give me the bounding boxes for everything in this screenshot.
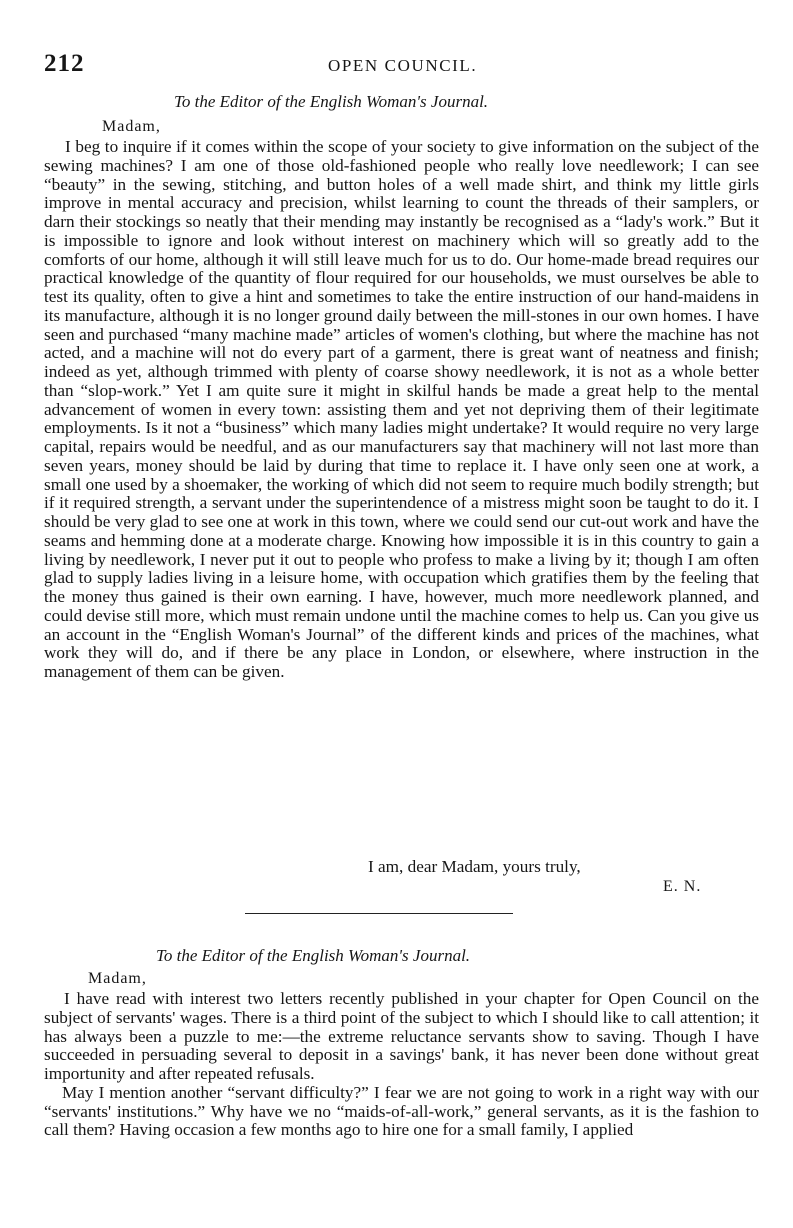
letter-1-initials: E. N. — [663, 878, 702, 895]
section-divider — [245, 913, 513, 914]
page-number: 212 — [44, 50, 85, 77]
letter-1-heading: To the Editor of the English Woman's Journal. — [174, 92, 489, 111]
letter-1-paragraph: I beg to inquire if it comes within the scope of your society to give information on the subject of the sewing machines? I am one of those old-fashioned people who really love needlework; I can see “beauty” in the sewing, stitching, and button holes of a well made shirt, and think my little girls improve in mental accuracy and precision, whilst learning to count the threads of their samplers, or darn their stockings so neatly that their mending may instantly be recognised as a “lady's work.” But it is impossible to ignore and look without interest on machinery which will so greatly add to the comforts of our home, although it will still leave much for us to do. Our home-made bread requires our practical knowledge of the quantity of flour required for our households, we must ourselves be able to test its quality, often to give a hint and sometimes to take the entire instruction of our hand-maidens in its manufacture, although it is no longer ground daily between the mill-stones in our own homes. I have seen and purchased “many machine made” articles of women's clothing, but where the machine has not acted, and a machine will not do every part of a garment, there is great want of neatness and finish; indeed as yet, although trimmed with plenty of coarse showy needlework, it is not as a whole better than “slop-work.” Yet I am quite sure it might in skilful hands be made a great help to the mental advancement of women in every town: assisting them and yet not depriving them of their legitimate employments. Is it not a “business” which many ladies might undertake? It would require no very large capital, repairs would be needful, and as our manufacturers say that machinery will not last more than seven years, money should be laid by during that time to replace it. I have only seen one at work, a small one used by a shoemaker, the working of which did not seem to require much bodily strength; but if it required strength, a servant under the superintendence of a mistress might soon be taught to do it. I should be very glad to see one at work in this town, where we could send our cut-out work and have the seams and hemming done at a moderate charge. Knowing how impossible it is in this country to gain a living by needlework, I never put it out to people who profess to make a living by it; though I am often glad to supply ladies living in a leisure home, with occupation which gratifies them by the feeling that the money thus gained is their own earning. I have, however, much more needlework planned, and could devise still more, which must remain undone until the machine comes to help us. Can you give us an account in the “English Woman's Journal” of the different kinds and prices of the machines, what work they will do, and if there be any place in London, or elsewhere, where instruction in the management of them can be given. — [44, 137, 759, 681]
letter-2-paragraph: I have read with interest two letters recently published in your chapter for Open Council on the subject of servants' wages. There is a third point of the subject to which I should like to call attention; it has always been a puzzle to me:—the extreme reluctance servants show to saving. Though I have succeeded in persuading several to deposit in a savings' bank, it has never been done without great importunity and after repeated refusals. — [44, 989, 759, 1083]
page-header — [44, 50, 763, 78]
letter-1-salutation: Madam, — [102, 118, 161, 135]
letter-1-body — [44, 138, 759, 682]
letter-2-heading: To the Editor of the English Woman's Journal. — [156, 946, 471, 965]
letter-2-body — [44, 990, 759, 1140]
letter-1-closing: I am, dear Madam, yours truly, — [368, 857, 581, 876]
letter-2-salutation: Madam, — [88, 970, 147, 987]
running-head: OPEN COUNCIL. — [328, 56, 478, 75]
letter-2-paragraph: May I mention another “servant difficulty?” I fear we are not going to work in a right way with our “servants' institutions.” Why have we no “maids-of-all-work,” general servants, as it is the fashion to call them? Having occasion a few months ago to hire one for a small family, I applied — [44, 1082, 759, 1140]
